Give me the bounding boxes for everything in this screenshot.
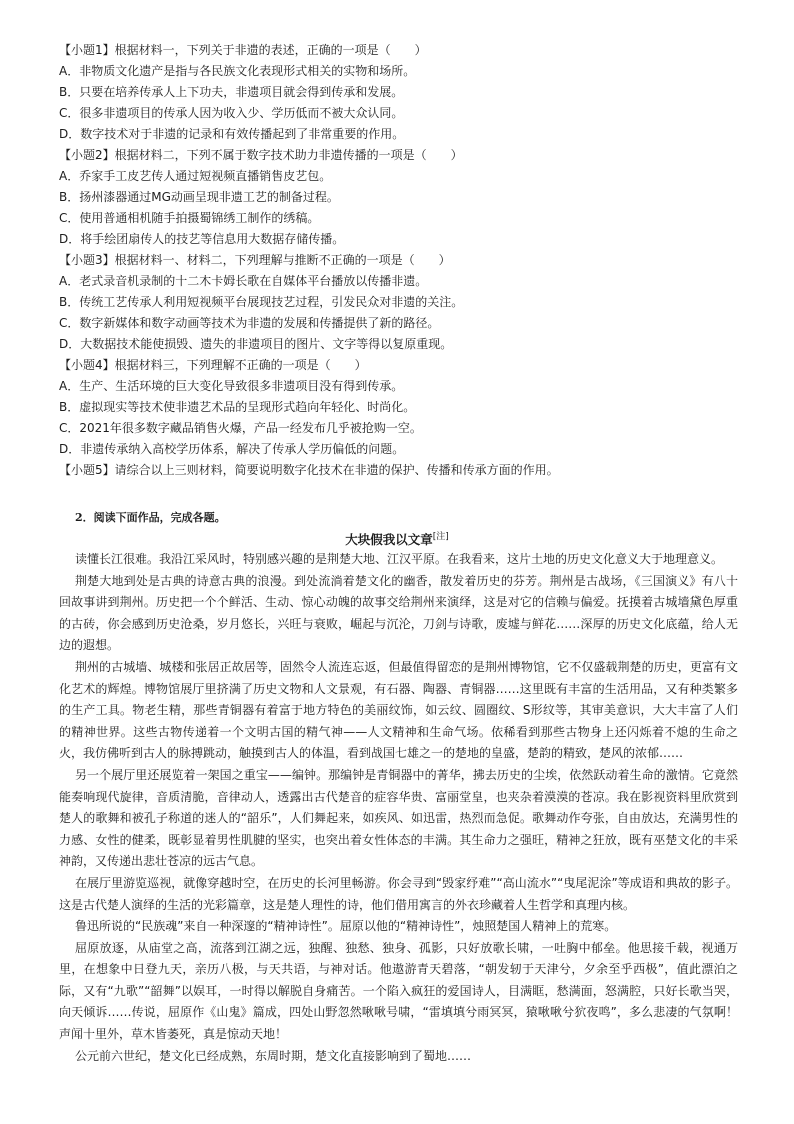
option-d: D．将手绘团扇传人的技艺等信息用大数据存储传播。	[59, 232, 345, 246]
paragraph: 公元前六世纪，楚文化已经成熟，东周时期，楚文化直接影响到了蜀地……	[75, 1048, 472, 1063]
question-stem: 【小题1】根据材料一，下列关于非遗的表述，正确的一项是（ ）	[59, 43, 427, 57]
option-a: A．非物质文化遗产是指与各民族文化表现形式相关的实物和场所。	[59, 64, 416, 78]
option-b: B．扬州漆器通过MG动画呈现非遗工艺的制备过程。	[59, 190, 339, 204]
question-2	[59, 145, 759, 250]
paragraph: 荆楚大地到处是古典的诗意古典的浪漫。到处流淌着楚文化的幽香，散发着历史的芬芳。荆州是古战场，《三国演义》有八十回故事讲到荆州。历史把一个个鲜活、生动、惊心动魄的故事交给荆州来演绎，这是对它的信赖与偏爱。抚摸着古城墙黛色厚重的古砖，你会感到历史沧桑，岁月悠长，兴旺与衰败，崛起与沉沦，刀剑与诗歌，废墟与鲜花……深厚的历史文化底蕴，给人无边的遐想。	[59, 573, 738, 653]
question-3	[59, 250, 759, 355]
option-a: A．老式录音机录制的十二木卡姆长歌在自媒体平台播放以传播非遗。	[59, 274, 428, 288]
paragraph: 另一个展厅里还展览着一架国之重宝——编钟。那编钟是青铜器中的菁华，拂去历史的尘埃，依然跃动着生命的激情。它竟然能奏响现代旋律，音质清脆，音律动人，透露出古代楚音的症容华贵、富丽堂皇，也夹杂着漠漠的苍凉。我在影视资料里欣赏到楚人的歌舞和被孔子称道的迷人的“韶乐”，人们舞起来，如疾风、如迅雷，热烈而急促。歌舞动作夸张，自由放达，充满男性的力感、女性的健柔，既彰显着男性肌腱的坚实，也突出着女性体态的丰满。其生命力之强旺，精神之狂放，既有巫楚文化的丰采神韵，又传递出悲壮苍凉的远古气息。	[59, 767, 738, 869]
paragraph: 鲁迅所说的“民族魂”来自一种深邃的“精神诗性”。屈原以他的“精神诗性”，烛照楚国人精神上的荒寒。	[75, 919, 617, 934]
question-1	[59, 40, 759, 145]
question-5	[59, 460, 759, 481]
paragraph: 屈原放逐，从庙堂之高，流落到江湖之远，独醒、独愁、独身、孤影，只好放歌长啸，一吐胸中郁垒。他思接千载，视通万里，在想象中日登九天，亲历八极，与天共语，与神对话。他遨游青天碧落，“朝发轫于天津兮，夕余至乎西极”，值此漂泊之际，又有“九歌”“韶舞”以娱耳，一时得以解脱自身痛苦。一个陷入疯狂的爱国诗人，目满眶，愁满面，怒满腔，只好长歌当哭，向天倾诉……传说，屈原作《山鬼》篇成，四处山野忽然啾啾号啸，“雷填填兮雨冥冥，猿啾啾兮狖夜鸣”，多么悲凄的气氛啊！声闻十里外，草木皆萎死，真是惊动天地！	[59, 940, 738, 1042]
question-4	[59, 355, 759, 460]
essay-title-text: 大块假我以文章	[345, 532, 433, 548]
option-b: B．只要在培养传承人上下功夫，非遗项目就会得到传承和发展。	[59, 85, 404, 99]
option-c: C．2021年很多数字藏品销售火爆，产品一经发布几乎被抢购一空。	[59, 421, 422, 435]
option-c: C．数字新媒体和数字动画等技术为非遗的发展和传播提供了新的路径。	[59, 316, 440, 330]
option-d: D．大数据技术能使损毁、遗失的非遗项目的图片、文字等得以复原重现。	[59, 337, 453, 351]
paragraph: 荆州的古城墙、城楼和张居正故居等，固然令人流连忘返，但最值得留恋的是荆州博物馆，它不仅盛载荆楚的历史，更富有文化艺术的辉煌。博物馆展厅里挤满了历史文物和人文景观，有石器、陶器、青铜器……这里既有丰富的生活用品，又有种类繁多的生产工具。物老生精，那些青铜器有着富于地方特色的美丽纹饰，如云纹、圆圈纹、S形纹等，其审美意识，大大丰富了人们的精神世界。这些古物传递着一个文明古国的精气神——人文精神和生命气场。依稀看到那些古物身上还闪烁着不熄的生命之火，我仿佛听到古人的脉搏跳动，触摸到古人的体温，看到战国七雄之一的楚地的皇盛，楚韵的精致，楚风的浓郁……	[59, 659, 738, 761]
essay-body	[59, 549, 738, 1067]
option-a: A．乔家手工皮艺传人通过短视频直播销售皮艺包。	[59, 169, 332, 183]
option-d: D．数字技术对于非遗的记录和有效传播起到了非常重要的作用。	[59, 127, 405, 141]
paragraph: 在展厅里游览巡视，就像穿越时空，在历史的长河里畅游。你会寻到“毁家纾难”“高山流水”“曳尾泥涂”等成语和典故的影子。这是古代楚人演绎的生活的光彩篇章，这是楚人理性的诗，他们借用寓言的外衣珍藏着人生哲学和真理内核。	[59, 875, 738, 912]
question-stem: 【小题2】根据材料二，下列不属于数字技术助力非遗传播的一项是（ ）	[59, 148, 463, 162]
option-a: A．生产、生活环境的巨大变化导致很多非遗项目没有得到传承。	[59, 379, 404, 393]
question-stem: 【小题5】请综合以上三则材料，简要说明数字化技术在非遗的保护、传播和传承方面的作用。	[59, 463, 559, 477]
option-c: C．使用普通相机随手拍摄蜀锦绣工制作的绣稿。	[59, 211, 320, 225]
paragraph: 读懂长江很难。我沿江采风时，特别感兴趣的是荆楚大地、江汉平原。在我看来，这片土地的历史文化意义大于地理意义。	[75, 552, 724, 566]
option-b: B．传统工艺传承人利用短视频平台展现技艺过程，引发民众对非遗的关注。	[59, 295, 464, 309]
option-d: D．非遗传承纳入高校学历体系，解决了传承人学历偏低的问题。	[59, 442, 405, 456]
question-stem: 【小题3】根据材料一、材料二，下列理解与推断不正确的一项是（ ）	[59, 253, 451, 267]
footnote-marker: [注]	[432, 532, 449, 542]
question-stem: 【小题4】根据材料三，下列理解不正确的一项是（ ）	[59, 358, 367, 372]
option-c: C．很多非遗项目的传承人因为收入少、学历低而不被大众认同。	[59, 106, 404, 120]
option-b: B．虚拟现实等技术使非遗艺术品的呈现形式趋向年轻化、时尚化。	[59, 400, 416, 414]
essay-title	[0, 526, 794, 551]
question-list	[59, 40, 759, 481]
section-heading: 2．阅读下面作品，完成各题。	[75, 511, 226, 524]
